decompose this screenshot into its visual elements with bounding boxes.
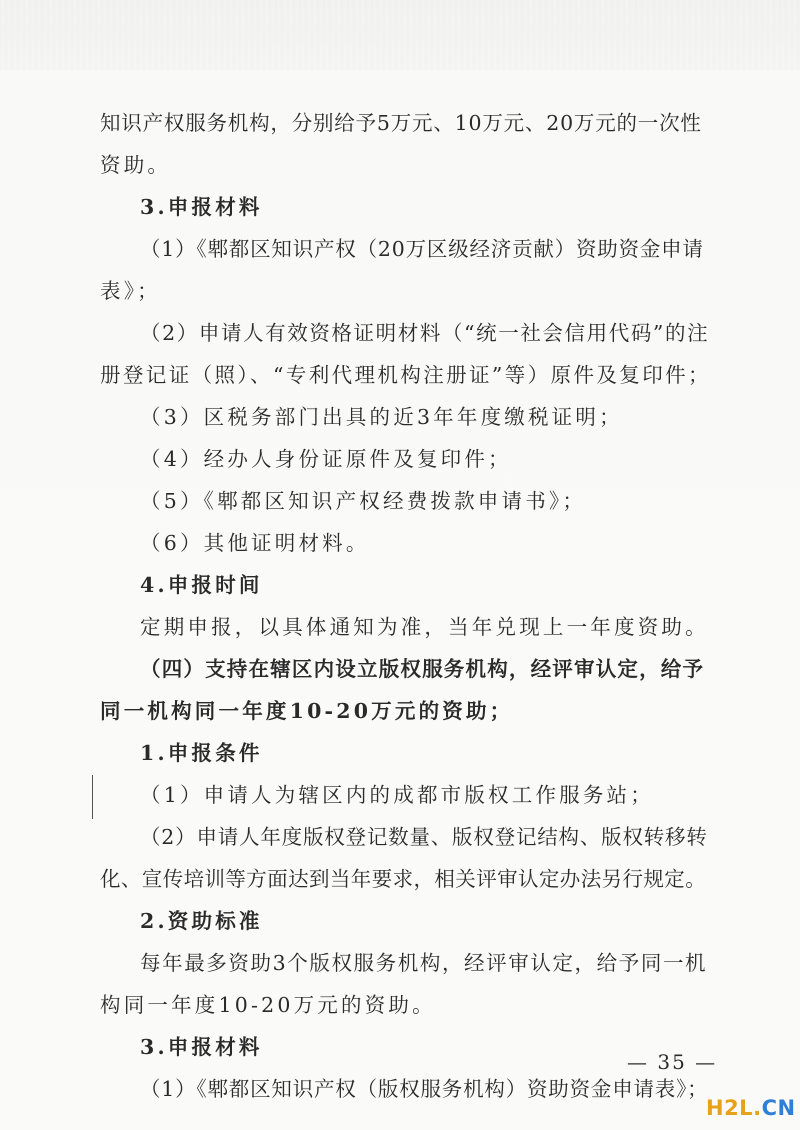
scan-band bbox=[0, 0, 800, 70]
text-line: 册登记证（照）、“专利代理机构注册证”等）原件及复印件； bbox=[100, 363, 711, 387]
section-heading: 1.申报条件 bbox=[140, 741, 263, 765]
text-line: （2）申请人有效资格证明材料（“统一社会信用代码”的注 bbox=[140, 321, 710, 345]
text-line: （1）《郫都区知识产权（版权服务机构）资助资金申请表》； bbox=[140, 1077, 709, 1101]
watermark-logo bbox=[706, 1096, 796, 1120]
section-heading: 3.申报材料 bbox=[140, 1035, 263, 1059]
page-number: — 35 — bbox=[627, 1050, 718, 1074]
section-heading: 4.申报时间 bbox=[140, 573, 263, 597]
watermark-h2l: H2L bbox=[706, 1096, 754, 1120]
text-line: （3）区税务部门出具的近3年年度缴税证明； bbox=[140, 405, 623, 429]
section-heading: 3.申报材料 bbox=[140, 195, 263, 219]
section-heading: （四）支持在辖区内设立版权服务机构，经评审认定，给予 bbox=[140, 657, 705, 681]
text-line: 化、宣传培训等方面达到当年要求，相关评审认定办法另行规定。 bbox=[100, 867, 707, 891]
watermark-dot: . bbox=[753, 1096, 762, 1120]
text-line: （2）申请人年度版权登记数量、版权登记结构、版权转移转 bbox=[140, 825, 708, 849]
text-line: （1）《郫都区知识产权（20万区级经济贡献）资助资金申请 bbox=[140, 237, 704, 261]
text-line: 每年最多资助3个版权服务机构，经评审认定，给予同一机 bbox=[140, 951, 708, 975]
text-line: （4）经办人身份证原件及复印件； bbox=[140, 447, 512, 471]
text-line: （6）其他证明材料。 bbox=[140, 531, 370, 555]
text-line: （5）《郫都区知识产权经费拨款申请书》； bbox=[140, 489, 587, 513]
margin-mark bbox=[92, 775, 93, 819]
section-heading: 同一机构同一年度10-20万元的资助； bbox=[100, 699, 514, 723]
text-line: 定期申报，以具体通知为准，当年兑现上一年度资助。 bbox=[140, 615, 709, 639]
watermark-cn: CN bbox=[761, 1096, 796, 1120]
section-heading: 2.资助标准 bbox=[140, 909, 263, 933]
text-line: （1）申请人为辖区内的成都市版权工作服务站； bbox=[140, 783, 654, 807]
text-line: 资助。 bbox=[100, 153, 172, 177]
text-line: 构同一年度10-20万元的资助。 bbox=[100, 993, 436, 1017]
text-line: 知识产权服务机构，分别给予5万元、10万元、20万元的一次性 bbox=[100, 111, 702, 135]
text-line: 表》； bbox=[100, 279, 161, 303]
